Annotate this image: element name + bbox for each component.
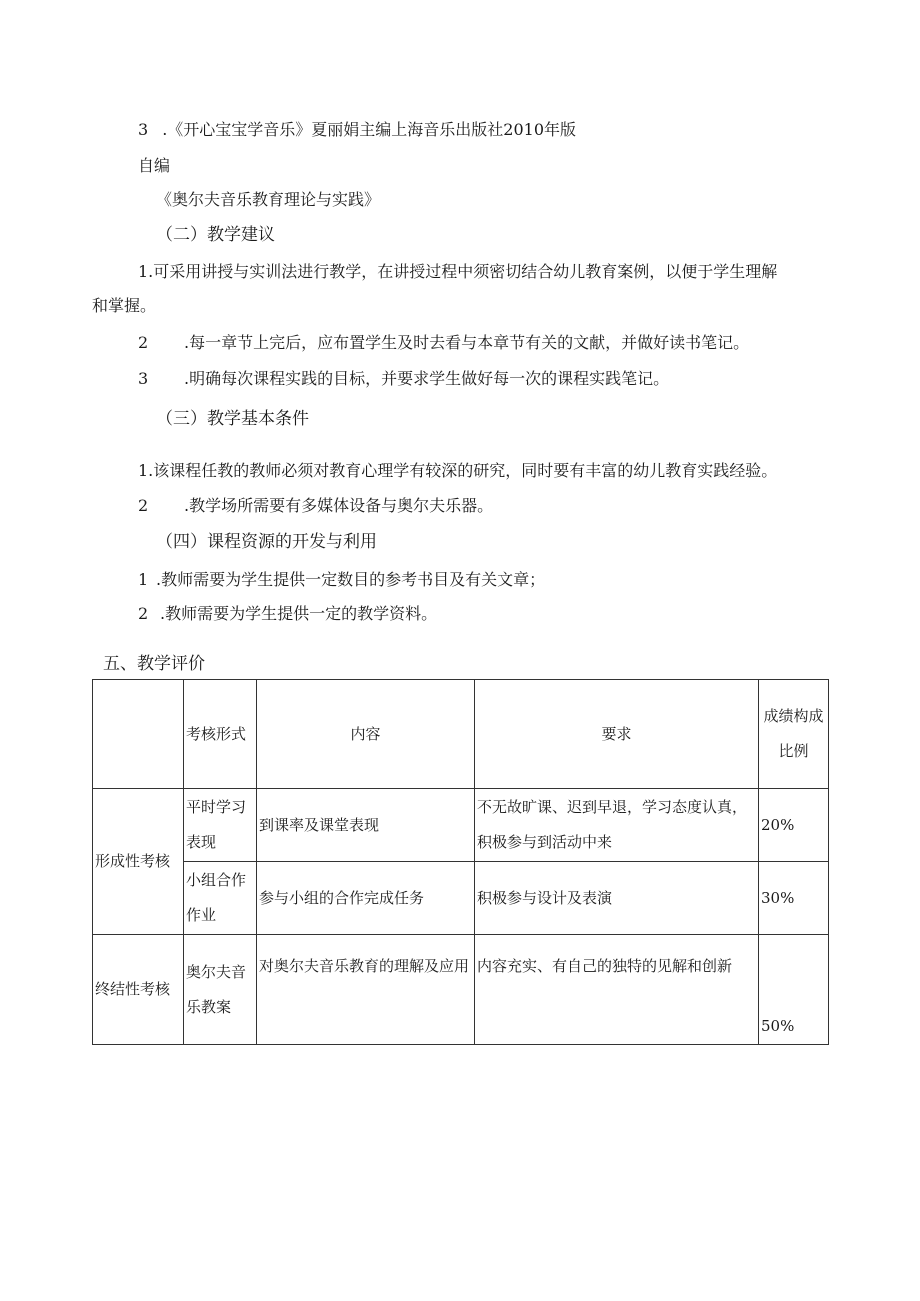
section-heading-resources: （四）课程资源的开发与利用 — [156, 532, 377, 552]
reference-self-book: 《奥尔夫音乐教育理论与实践》 — [156, 190, 381, 209]
reference-item-3-text: .《开心宝宝学音乐》夏丽娟主编上海音乐出版社2010年版 — [162, 120, 576, 139]
suggestion-item-2-number: 2 — [138, 333, 149, 352]
table-row — [93, 680, 829, 789]
row-2-content: 参与小组的合作完成任务 — [257, 862, 475, 935]
header-requirement: 要求 — [475, 680, 759, 789]
resource-item-2-text: .教师需要为学生提供一定的教学资料。 — [160, 604, 438, 623]
condition-item-2-number: 2 — [138, 496, 149, 515]
header-ratio: 成绩构成比例 — [759, 680, 829, 789]
formative-label: 形成性考核 — [93, 789, 184, 935]
table-cell-empty — [93, 680, 184, 789]
resource-item-1-text: .教师需要为学生提供一定数目的参考书目及有关文章； — [156, 570, 546, 589]
row-1-ratio: 20% — [759, 789, 829, 862]
suggestion-item-3 — [138, 369, 669, 389]
section-heading-suggestions: （二）教学建议 — [156, 225, 275, 245]
suggestion-item-1-line-1: 1.可采用讲授与实训法进行教学，在讲授过程中须密切结合幼儿教育案例，以便于学生理解 — [138, 262, 778, 281]
row-2-ratio: 30% — [759, 862, 829, 935]
suggestion-item-3-text: .明确每次课程实践的目标，并要求学生做好每一次的课程实践笔记。 — [184, 369, 670, 388]
section-heading-evaluation: 五、教学评价 — [103, 654, 205, 674]
table-row — [93, 935, 829, 1045]
row-3-requirement: 内容充实、有自己的独特的见解和创新 — [475, 935, 759, 1045]
row-1-content: 到课率及课堂表现 — [257, 789, 475, 862]
resource-item-2 — [138, 604, 437, 624]
table-row — [93, 789, 829, 862]
reference-self-label: 自编 — [138, 156, 171, 175]
row-2-requirement: 积极参与设计及表演 — [475, 862, 759, 935]
resource-item-1-number: 1 — [138, 570, 149, 589]
suggestion-item-2 — [138, 333, 749, 353]
row-1-requirement: 不无故旷课、迟到早退，学习态度认真，积极参与到活动中来 — [475, 789, 759, 862]
header-content: 内容 — [257, 680, 475, 789]
condition-item-2 — [138, 496, 493, 516]
suggestion-item-3-number: 3 — [138, 369, 149, 388]
row-2-form: 小组合作作业 — [184, 862, 257, 935]
summative-label: 终结性考核 — [93, 935, 184, 1045]
row-3-form: 奥尔夫音乐教案 — [184, 935, 257, 1045]
evaluation-table — [92, 679, 829, 1045]
row-1-form: 平时学习表现 — [184, 789, 257, 862]
suggestion-item-1-line-2: 和掌握。 — [92, 296, 157, 315]
reference-item-3-number: 3 — [138, 120, 149, 139]
table-row — [93, 862, 829, 935]
section-heading-conditions: （三）教学基本条件 — [156, 409, 309, 429]
row-3-content: 对奥尔夫音乐教育的理解及应用 — [257, 935, 475, 1045]
header-form: 考核形式 — [184, 680, 257, 789]
row-3-ratio: 50% — [759, 935, 829, 1045]
reference-item-3 — [138, 120, 576, 140]
condition-item-2-text: .教学场所需要有多媒体设备与奥尔夫乐器。 — [184, 496, 494, 515]
resource-item-2-number: 2 — [138, 604, 149, 623]
resource-item-1 — [138, 570, 545, 590]
condition-item-1: 1.该课程任教的教师必须对教育心理学有较深的研究，同时要有丰富的幼儿教育实践经验。 — [138, 461, 778, 480]
suggestion-item-2-text: .每一章节上完后，应布置学生及时去看与本章节有关的文献，并做好读书笔记。 — [184, 333, 750, 352]
